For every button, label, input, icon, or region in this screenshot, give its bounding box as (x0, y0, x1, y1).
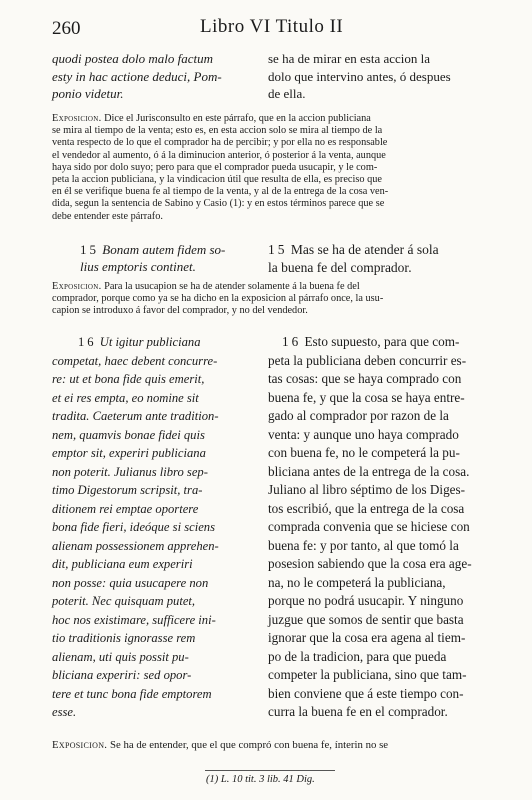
exposition-paragraph-2 (52, 281, 492, 318)
latin-line: quodi postea dolo malo factum (52, 51, 214, 66)
spanish-line: comprada convenia que se hiciese con (268, 519, 470, 534)
spanish-column-block1 (268, 50, 493, 103)
spanish-line: buena fe: y por tanto, al que tomó la (268, 537, 459, 553)
latin-line: tio traditionis ignorasse rem (52, 631, 196, 645)
latin-line: lius emptoris continet. (80, 259, 196, 274)
exposition-label: Exposicion. (52, 113, 102, 124)
spanish-line: bliciana antes de la entrega de la cosa. (268, 463, 470, 479)
running-title: Libro VI Titulo II (200, 16, 344, 37)
latin-line: emptor sit, experiri publiciana (52, 446, 206, 460)
paragraph-number: 16 (282, 334, 302, 349)
exposition-line: dida, segun la sentencia de Sabino y Casio (1): y en estos términos parece que se (52, 198, 385, 210)
exposition-line: Dice el Jurisconsulto en este párrafo, que en la accion publiciana (104, 113, 371, 124)
latin-line: nem, quamvis bonae fidei quis (52, 427, 205, 442)
latin-line: non poterit. Julianus libro sep- (52, 464, 208, 479)
spanish-line: na, no le competerá la publiciana, (268, 574, 446, 590)
spanish-line: de ella. (268, 86, 306, 101)
latin-line: alienam, uti quis possit pu- (52, 649, 189, 664)
spanish-line: porque no podrá usucapir. Y ninguno (268, 593, 464, 608)
spanish-line: tos escribió, que la entrega de la cosa (268, 500, 465, 516)
exposition-line: venta respecto de lo que el comprador ha de percibir; y por ella no es responsable (52, 137, 388, 149)
latin-line: re: ut et bona fide quis emerit, (52, 372, 205, 386)
spanish-line: con buena fe, no le competerá la pu- (268, 445, 460, 460)
latin-line: dit, publiciana eum experiri (52, 557, 193, 571)
spanish-line: Esto supuesto, para que com- (304, 334, 460, 349)
spanish-line: Mas se ha de atender á sola (290, 242, 439, 257)
latin-line: ponio videtur. (52, 86, 124, 101)
latin-line: non posse: quia usucapere non (52, 575, 209, 590)
spanish-line: dolo que intervino antes, ó despues (268, 68, 451, 84)
exposition-label: Exposicion. (52, 281, 102, 292)
latin-line: bliciana experiri: sed opor- (52, 668, 192, 682)
latin-line: tere et tunc bona fide emptorem (52, 686, 212, 701)
paragraph-number: 15 (268, 242, 288, 257)
spanish-line: venta: y aunque uno haya comprado (268, 426, 459, 442)
exposition-line: Se ha de entender, que el que compró con buena fe, ínterin no se (109, 739, 389, 751)
footnote: (1) L. 10 tit. 3 lib. 41 Dig. (206, 774, 315, 785)
spanish-line: tas cosas: que se haya comprado con (268, 371, 462, 386)
exposition-line: capion se introduxo á favor del comprador, y no del vendedor. (52, 305, 308, 317)
spanish-line: la buena fe del comprador. (268, 260, 412, 275)
exposition-line: el vendedor al aumento, ó á la diminucion anterior, ó posterior á la venta, aunque (52, 149, 386, 161)
spanish-line: posesion sabiendo que la cosa era age- (268, 556, 472, 571)
latin-column-block2 (80, 241, 225, 275)
spanish-line: Juliano al libro séptimo de los Diges- (268, 482, 466, 497)
paragraph-number: 16 (78, 335, 97, 349)
latin-line: esse. (52, 705, 77, 719)
footnote-divider (205, 770, 335, 771)
spanish-line: competer la publiciana, sino que tam- (268, 667, 467, 682)
paragraph-number: 15 (80, 242, 99, 257)
spanish-line: bien conviene que á este tiempo con- (268, 685, 464, 701)
latin-line: alienam possessionem apprehen- (52, 538, 219, 553)
spanish-line: curra la buena fe en el comprador. (268, 704, 448, 719)
latin-line: hoc nos existimare, sufficere ini- (52, 612, 216, 627)
exposition-paragraph-3 (52, 739, 492, 751)
exposition-line: Para la usucapion se ha de atender solamente á la buena fe del (104, 281, 360, 292)
exposition-line: haya sido por dolo suyo; pero para que el comprador pueda usucapir, y le com- (52, 161, 378, 173)
latin-line: esty in hac actione deduci, Pom- (52, 68, 222, 84)
spanish-column-block3 (268, 333, 493, 722)
latin-line: ditionem rei emptae oportere (52, 501, 199, 516)
latin-line: competat, haec debent concurre- (52, 353, 218, 368)
exposition-line: en él se verifique buena fe al tiempo de la venta, y al de la entrega de la cosa ven- (52, 186, 389, 198)
latin-line: Bonam autem fidem so- (102, 242, 226, 257)
spanish-line: gado al comprador por razon de la (268, 408, 449, 423)
latin-line: tradita. Caeterum ante tradition- (52, 409, 219, 423)
exposition-paragraph-1 (52, 113, 492, 223)
spanish-line: se ha de mirar en esta accion la (268, 51, 431, 66)
exposition-line: se mira al tiempo de la venta; esto es, en esta accion solo se mira al tiempo de la (52, 125, 383, 137)
exposition-line: peta la accion publiciana, y la vindicacion útil que resulta de ella, es preciso que (52, 174, 382, 186)
page-number: 260 (52, 18, 81, 39)
latin-column-block3 (52, 333, 252, 722)
latin-line: bona fide fieri, ideóque si sciens (52, 520, 215, 534)
spanish-line: ignorar que la cosa era agena al tiem- (268, 630, 466, 645)
exposition-line: comprador, porque como ya se ha dicho en la exposicion al párrafo once, la usu- (52, 293, 384, 305)
latin-line: poterit. Nec quisquam putet, (52, 594, 196, 608)
spanish-line: po de la tradicion, para que pueda (268, 648, 447, 664)
spanish-column-block2 (268, 241, 439, 277)
exposition-line: debe entender este párrafo. (52, 210, 163, 222)
latin-column-block1 (52, 50, 252, 103)
latin-line: Ut igitur publiciana (99, 335, 201, 349)
latin-line: et ei res empta, eo nomine sit (52, 390, 199, 405)
exposition-label: Exposicion. (52, 739, 108, 751)
spanish-line: peta la publiciana deben concurrir es- (268, 352, 467, 368)
spanish-line: buena fe, y que la cosa se haya entre- (268, 389, 465, 405)
spanish-line: juzgue que somos de sentir que basta (268, 611, 464, 627)
latin-line: timo Digestorum scripsit, tra- (52, 483, 203, 497)
